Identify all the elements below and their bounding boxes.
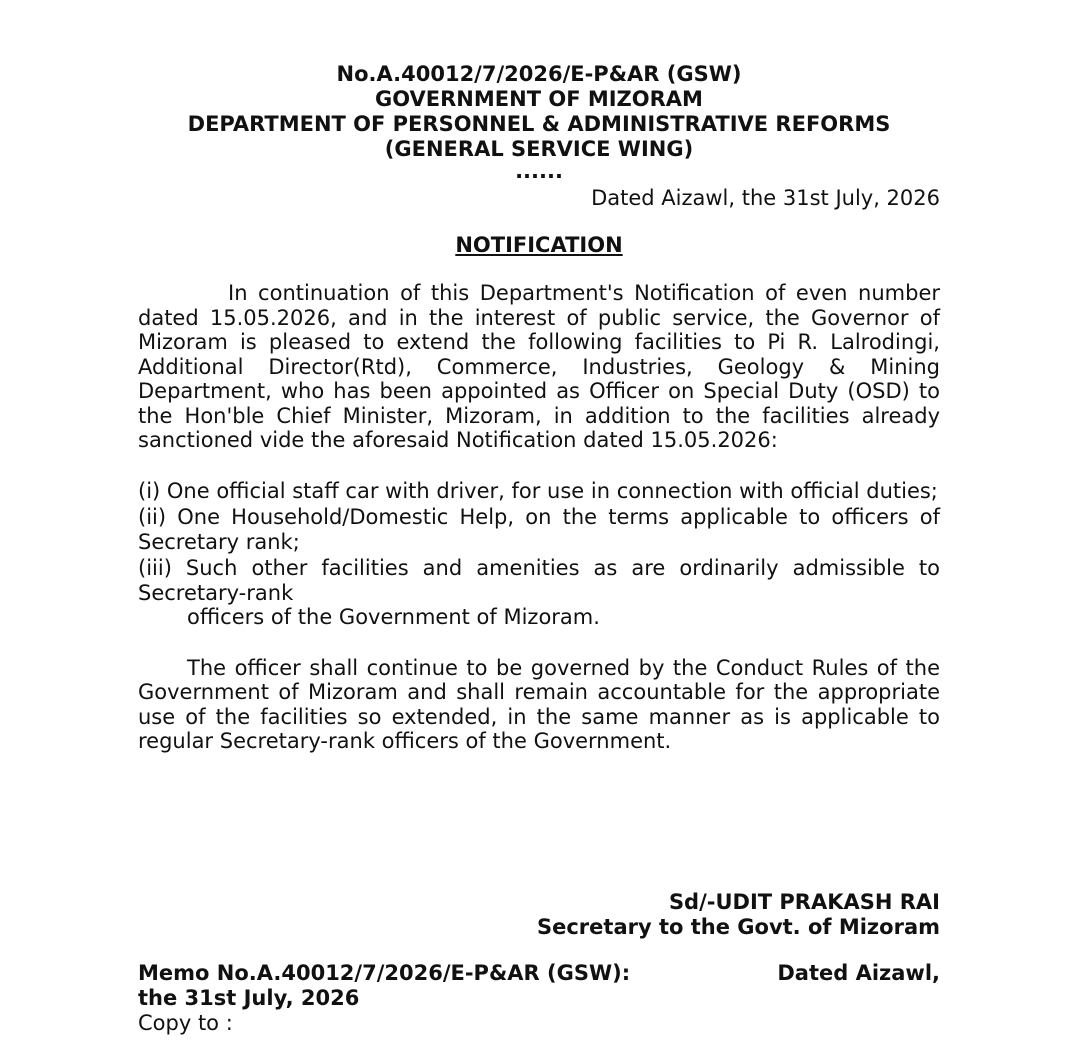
list-item: (iii) Such other facilities and amenities as are ordinarily admissible to Secretary-rank (138, 556, 940, 605)
department-name: DEPARTMENT OF PERSONNEL & ADMINISTRATIVE REFORMS (187, 112, 891, 136)
memo-dated-prefix: Dated Aizawl, (777, 961, 940, 985)
list-item: (ii) One Household/Domestic Help, on the terms applicable to officers of Secretary rank; (138, 505, 940, 554)
copy-to-label: Copy to : (138, 1011, 233, 1035)
notification-document (138, 62, 940, 754)
document-header (138, 62, 940, 162)
document-number: No.A.40012/7/2026/E-P&AR (GSW) (336, 62, 742, 86)
memo-line (138, 961, 940, 986)
notification-title: NOTIFICATION (455, 232, 623, 257)
body-paragraph-1: In continuation of this Department's Notification of even number dated 15.05.2026, and in the interest of public service, the Governor of Mizoram is pleased to extend the following facilities to Pi R. Lalrodingi, Additional Director(Rtd), Commerce, Industries, Geology & Mining Department, who has been appointed as Officer on Special Duty (OSD) to the Hon'ble Chief Minister, Mizoram, in addition to the facilities already sanctioned vide the aforesaid Notification dated 15.05.2026: (138, 281, 940, 452)
wing-name: (GENERAL SERVICE WING) (384, 137, 694, 161)
memo-block (138, 961, 940, 1036)
body-paragraph-2: The officer shall continue to be governed by the Conduct Rules of the Government of Mizoram and shall remain accountable for the appropriate use of the facilities so extended, in the same manner as is applicable to regular Secretary-rank officers of the Government. (138, 655, 940, 753)
list-item-continuation: officers of the Government of Mizoram. (187, 605, 600, 629)
signatory-name: Sd/-UDIT PRAKASH RAI (668, 890, 940, 914)
signature-block (537, 890, 940, 940)
facilities-list (138, 479, 940, 630)
signatory-designation: Secretary to the Govt. of Mizoram (536, 915, 940, 939)
header-separator: ...... (515, 159, 563, 183)
government-name: GOVERNMENT OF MIZORAM (375, 87, 703, 111)
memo-number: Memo No.A.40012/7/2026/E-P&AR (GSW): (138, 961, 631, 985)
list-item: (i) One official staff car with driver, for use in connection with official duties; (138, 478, 938, 503)
memo-date: the 31st July, 2026 (138, 986, 360, 1010)
dated-line: Dated Aizawl, the 31st July, 2026 (591, 186, 940, 210)
